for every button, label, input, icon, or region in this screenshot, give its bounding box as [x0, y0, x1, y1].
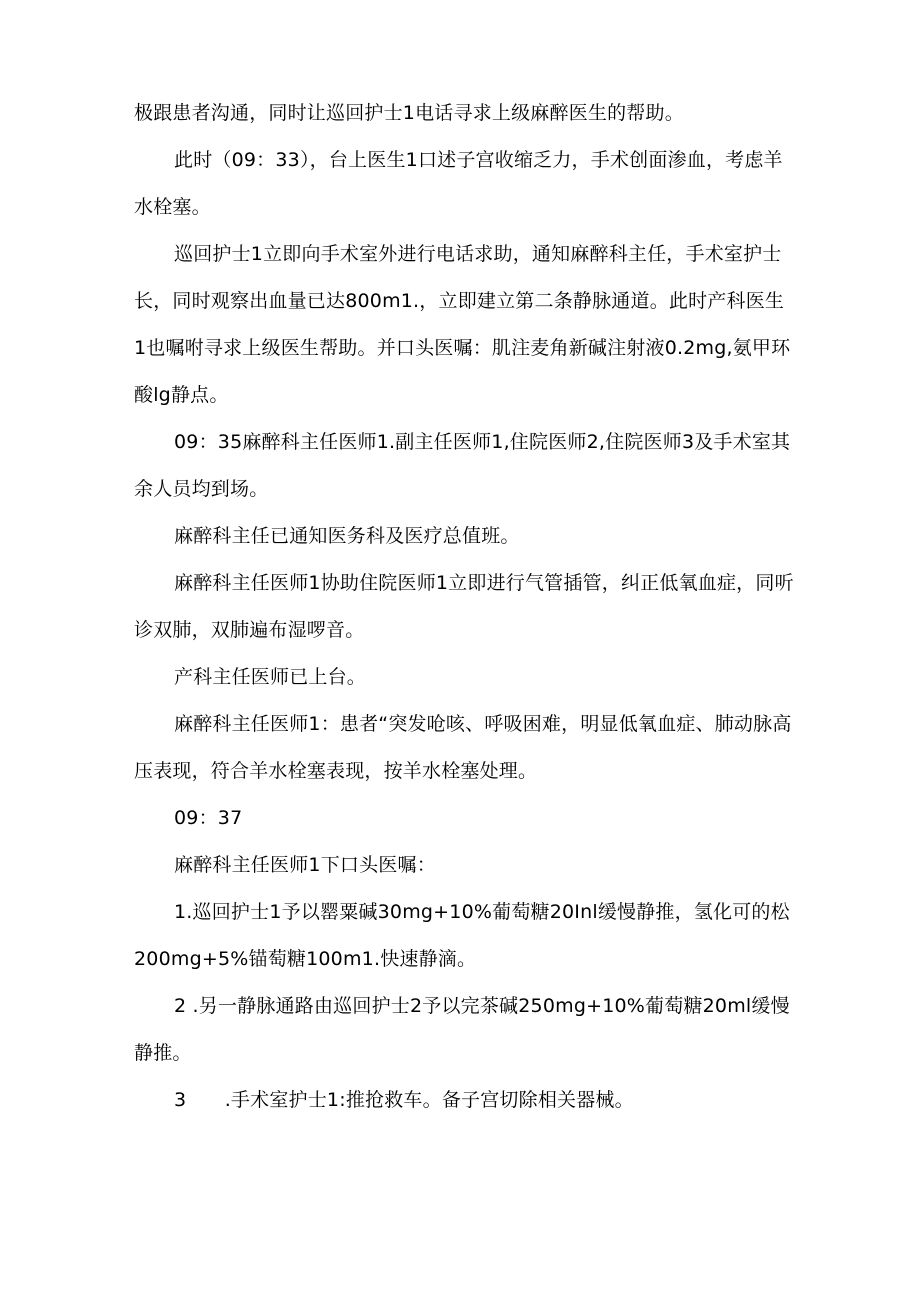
paragraph-8: 麻醉科主任医师1：患者“突发呛咳、呼吸困难，明显低氧血症、肺动脉高压表现，符合羊水栓塞表现，按羊水栓塞处理。	[134, 713, 792, 782]
paragraph-3: 巡回护士1立即向手术室外进行电话求助，通知麻醉科主任，手术室护士长，同时观察出血量已达800m1.，立即建立第二条静脉通道。此时产科医生1也嘱咐寻求上级医生帮助。并口头医嘱：肌注麦角新碱注射液0.2mg,氨甲环酸lg静点。	[134, 243, 791, 406]
paragraph-5: 麻醉科主任已通知医务科及医疗总值班。	[174, 525, 520, 547]
paragraph-11: 1.巡回护士1予以罂粟碱30mg+10%葡萄糖20Inl缓慢静推，氢化可的松200mg+5%锚萄糖100m1.快速静滴。	[134, 901, 790, 970]
paragraph-4: 09：35麻醉科主任医师1.副主任医师1,住院医师2,住院医师3及手术室其余人员均到场。	[134, 431, 791, 500]
document-body	[134, 90, 794, 1124]
paragraph-2: 此时（09：33），台上医生1口述子宫收缩乏力，手术创面渗血，考虑羊水栓塞。	[134, 149, 783, 218]
paragraph-6: 麻醉科主任医师1协助住院医师1立即进行气管插管，纠正低氧血症，同听诊双肺，双肺遍布湿啰音。	[134, 572, 794, 641]
paragraph-12: 2 .另一静脉通路由巡回护士2予以完茶碱250mg+10%葡萄糖20ml缓慢静推。	[134, 995, 790, 1064]
paragraph-10: 麻醉科主任医师1下口头医嘱：	[174, 854, 436, 876]
paragraph-13: 3 .手术室护士1:推抢救车。备子宫切除相关器械。	[174, 1089, 634, 1111]
paragraph-7: 产科主任医师已上台。	[174, 666, 367, 688]
paragraph-1: 极跟患者沟通，同时让巡回护士1电话寻求上级麻醉医生的帮助。	[134, 102, 684, 124]
paragraph-9: 09：37	[174, 807, 243, 829]
